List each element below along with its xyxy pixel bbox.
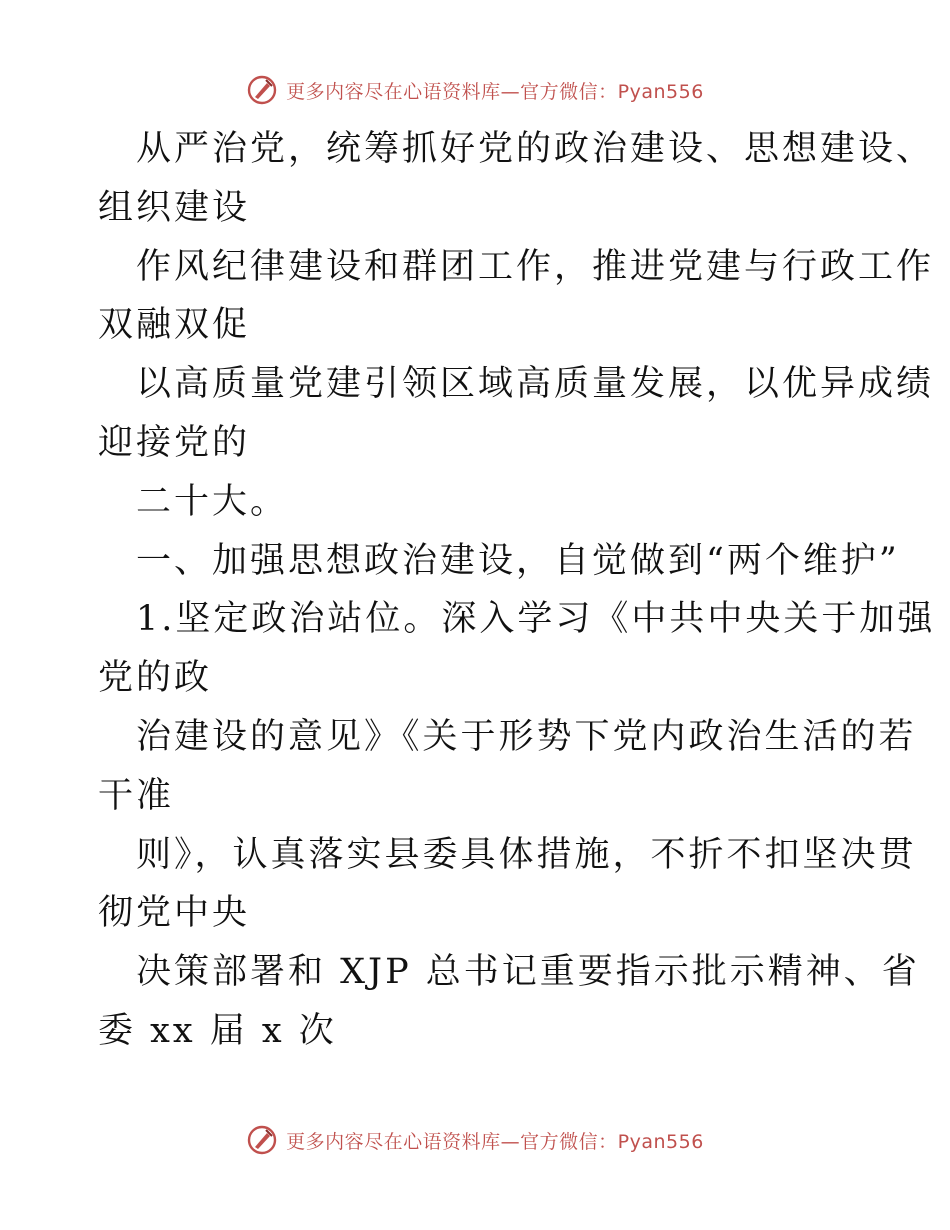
body-line: 组织建设	[98, 187, 251, 228]
quill-pen-logo-icon	[246, 74, 278, 106]
body-line: 党的政	[98, 658, 213, 699]
body-line: 双融双促	[98, 305, 251, 346]
body-line: 迎接党的	[98, 422, 251, 463]
header-banner	[0, 70, 950, 110]
body-line: 作风纪律建设和群团工作，推进党建与行政工作	[136, 246, 935, 287]
body-line: 则》，认真落实县委具体措施，不折不扣坚决贯	[136, 834, 917, 875]
footer-banner-text: 更多内容尽在心语资料库—官方微信：Pyan556	[286, 1130, 704, 1153]
body-line: 从严治党，统筹抓好党的政治建设、思想建设、	[136, 129, 935, 169]
body-line: 决策部署和 XJP 总书记重要指示批示精神、省	[136, 952, 920, 993]
body-line: 二十大。	[136, 481, 289, 522]
body-line: 治建设的意见》《关于形势下党内政治生活的若	[136, 716, 917, 757]
footer-banner	[0, 1120, 950, 1160]
body-line: 彻党中央	[98, 893, 251, 934]
quill-pen-logo-icon	[246, 1124, 278, 1156]
body-line: 以高质量党建引领区域高质量发展，以优异成绩	[136, 364, 935, 405]
body-line: 1.坚定政治站位。深入学习《中共中央关于加强	[136, 599, 936, 640]
header-banner-text: 更多内容尽在心语资料库—官方微信：Pyan556	[286, 80, 704, 103]
section-heading: 一、加强思想政治建设，自觉做到“两个维护”	[136, 540, 900, 581]
document-body	[98, 120, 936, 1061]
body-line: 委 xx 届 x 次	[98, 1010, 337, 1051]
body-line: 干准	[98, 775, 175, 816]
